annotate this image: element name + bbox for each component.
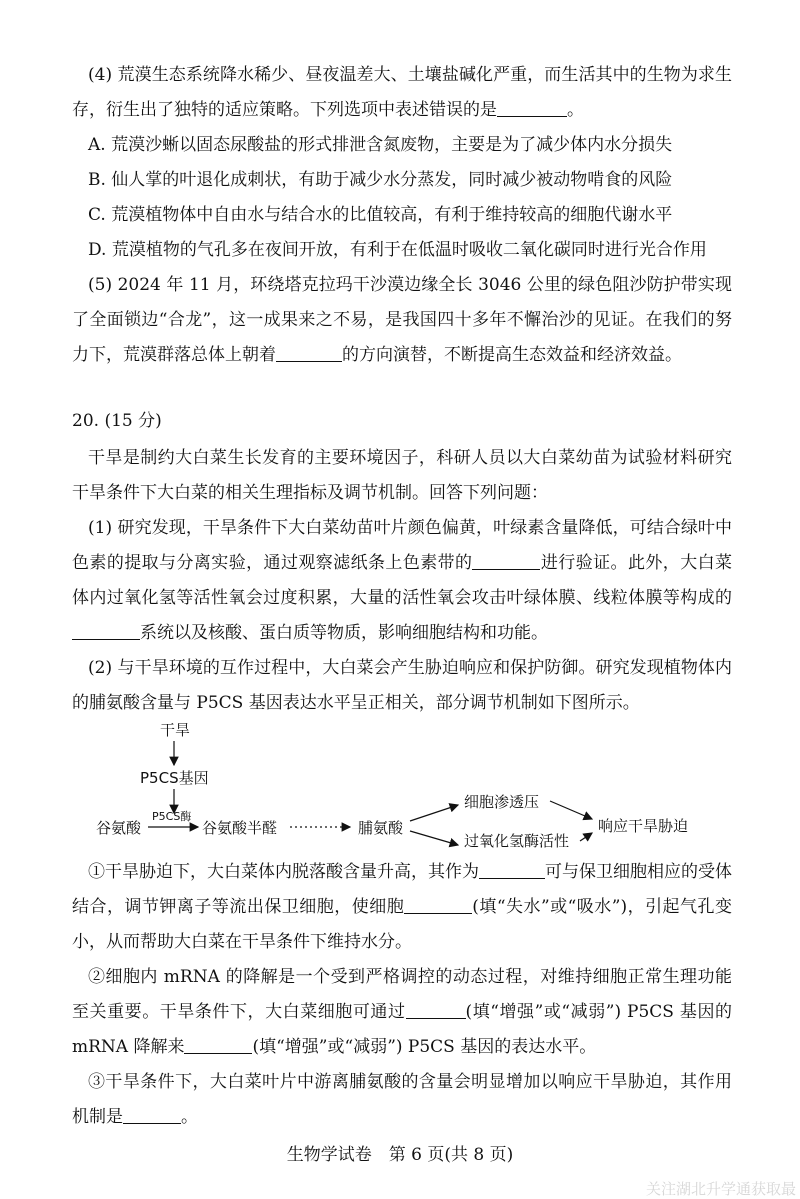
node-drought-response: 响应干旱胁迫 <box>598 817 689 835</box>
answer-blank[interactable] <box>72 621 140 640</box>
label-p5cs-enzyme: P5CS酶 <box>152 810 192 823</box>
page-footer: 生物学试卷 第 6 页(共 8 页) <box>286 1145 514 1165</box>
answer-blank[interactable] <box>406 1000 466 1019</box>
node-p5cs-gene: P5CS基因 <box>140 769 209 787</box>
option-a: A. 荒漠沙蜥以固态尿酸盐的形式排泄含氮废物，主要是为了减少体内水分损失 <box>88 135 673 155</box>
q19-part5: (5) 2024 年 11 月，环绕塔克拉玛干沙漠边缘全长 3046 公里的绿色阻沙防护带实现了全面锁边“合龙”，这一成果来之不易，是我国四十多年不懈治沙的见证。在我们的努力下，荒漠群落总体上朝着 的方向演替，不断提高生态效益和经济效益。 <box>72 275 732 365</box>
answer-blank[interactable] <box>276 343 342 362</box>
arrow-catalase-response <box>580 833 592 841</box>
arrow-proline-catalase <box>410 831 458 845</box>
answer-blank[interactable] <box>479 860 545 879</box>
answer-blank[interactable] <box>472 551 540 570</box>
q20-part1: (1) 研究发现，干旱条件下大白菜幼苗叶片颜色偏黄，叶绿素含量降低，可结合绿叶中色素的提取与分离实验，通过观察滤纸条上色素带的 进行验证。此外，大白菜体内过氧化氢等活性氧会过度积累，大量的活性氧会攻击叶绿体膜、线粒体膜等构成的系统以及核酸、蛋白质等物质，影响细胞结构和功能。 <box>72 518 733 643</box>
node-proline: 脯氨酸 <box>358 819 404 837</box>
answer-blank[interactable] <box>184 1035 252 1054</box>
node-glutamate: 谷氨酸 <box>96 819 142 837</box>
arrow-osmotic-response <box>550 801 592 819</box>
q19-part4: (4) 荒漠生态系统降水稀少、昼夜温差大、土壤盐碱化严重，而生活其中的生物为求生存，衍生出了独特的适应策略。下列选项中表述错误的是 。 <box>72 65 732 120</box>
q20-sub3: ③干旱条件下，大白菜叶片中游离脯氨酸的含量会明显增加以响应干旱胁迫，其作用机制是 。 <box>72 1072 732 1127</box>
option-b: B. 仙人掌的叶退化成刺状，有助于减少水分蒸发，同时减少被动物啃食的风险 <box>88 170 673 190</box>
regulation-diagram-svg <box>80 715 730 850</box>
q20-sub1: ①干旱胁迫下，大白菜体内脱落酸含量升高，其作为 可与保卫细胞相应的受体结合，调节钾离子等流出保卫细胞，使细胞 (填“失水”或“吸水”)，引起气孔变小，从而帮助大白菜在干旱条件下维持水分。 <box>72 862 733 952</box>
answer-blank[interactable] <box>404 895 472 914</box>
q20-part2: (2) 与干旱环境的互作过程中，大白菜会产生胁迫响应和保护防御。研究发现植物体内的脯氨酸含量与 P5CS 基因表达水平呈正相关，部分调节机制如下图所示。 <box>72 658 732 713</box>
q20-header: 20. (15 分) <box>72 411 162 431</box>
q20-sub2: ②细胞内 mRNA 的降解是一个受到严格调控的动态过程，对维持细胞正常生理功能至关重要。干旱条件下，大白菜细胞可通过 (填“增强”或“减弱”) P5CS 基因的 mRNA 降解来 (填“增强”或“减弱”) P5CS 基因的表达水平。 <box>72 967 733 1057</box>
watermark: 关注湖北升学通获取最 <box>645 1180 796 1198</box>
node-drought: 干旱 <box>160 721 191 739</box>
regulation-diagram <box>80 715 730 850</box>
node-osmotic-pressure: 细胞渗透压 <box>464 793 540 811</box>
answer-blank[interactable] <box>123 1105 181 1124</box>
option-d: D. 荒漠植物的气孔多在夜间开放，有利于在低温时吸收二氧化碳同时进行光合作用 <box>88 240 707 260</box>
q20-intro: 干旱是制约大白菜生长发育的主要环境因子，科研人员以大白菜幼苗为试验材料研究干旱条件下大白菜的相关生理指标及调节机制。回答下列问题： <box>72 448 732 503</box>
node-catalase-activity: 过氧化氢酶活性 <box>464 832 570 850</box>
arrow-proline-osmotic <box>410 805 458 821</box>
node-semialdehyde: 谷氨酸半醛 <box>202 819 278 837</box>
answer-blank[interactable] <box>497 98 567 117</box>
option-c: C. 荒漠植物体中自由水与结合水的比值较高，有利于维持较高的细胞代谢水平 <box>88 205 673 225</box>
